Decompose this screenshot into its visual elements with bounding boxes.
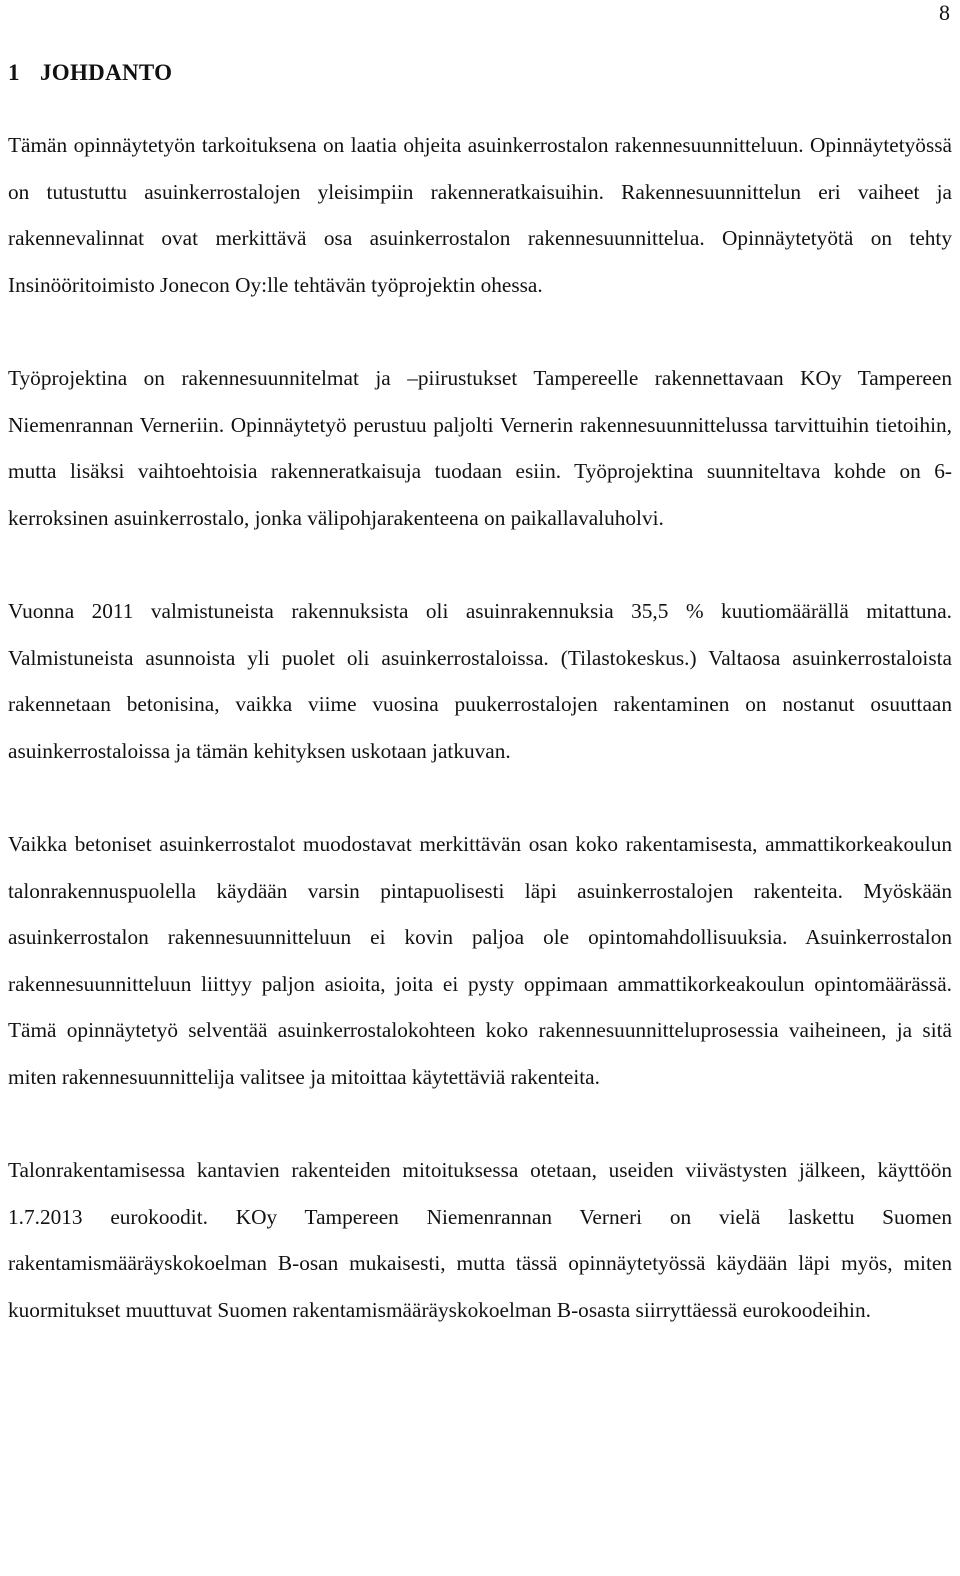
- paragraph-3: Vuonna 2011 valmistuneista rakennuksista oli asuinrakennuksia 35,5 % kuutiomäärällä mitattuna. Valmistuneista asunnoista yli puolet oli asuinkerrostaloissa. (Tilastokeskus.) Valtaosa asuinkerrostaloista rakennetaan betonisina, vaikka viime vuosina puukerrostalojen rakentaminen on nostanut osuuttaan asuinkerrostaloissa ja tämän kehityksen uskotaan jatkuvan.: [8, 599, 952, 763]
- paragraph-4: Vaikka betoniset asuinkerrostalot muodostavat merkittävän osan koko rakentamisesta, ammattikorkeakoulun talonrakennuspuolella käydään varsin pintapuolisesti läpi asuinkerrostalojen rakenteita. Myöskään asuinkerrostalon rakennesuunnitteluun ei kovin paljoa ole opintomahdollisuuksia. Asuinkerrostalon rakennesuunnitteluun liittyy paljon asioita, joita ei pysty oppimaan ammattikorkeakoulun opintomäärässä. Tämä opinnäytetyö selventää asuinkerrostalokohteen koko rakennesuunnitteluprosessia vaiheineen, ja sitä miten rakennesuunnittelija valitsee ja mitoittaa käytettäviä rakenteita.: [8, 832, 952, 1089]
- chapter-number: 1: [8, 60, 20, 85]
- chapter-title: JOHDANTO: [40, 60, 173, 85]
- chapter-heading: [8, 58, 172, 88]
- paragraph-5: Talonrakentamisessa kantavien rakenteiden mitoituksessa otetaan, useiden viivästysten jälkeen, käyttöön 1.7.2013 eurokoodit. KOy Tampereen Niemenrannan Verneri on vielä laskettu Suomen rakentamismääräyskokoelman B-osan mukaisesti, mutta tässä opinnäytetyössä käydään läpi myös, miten kuormitukset muuttuvat Suomen rakentamismääräyskokoelman B-osasta siirryttäessä eurokoodeihin.: [8, 1158, 952, 1322]
- body-text: [8, 122, 952, 1380]
- page-number: 8: [939, 0, 950, 25]
- paragraph-1: Tämän opinnäytetyön tarkoituksena on laatia ohjeita asuinkerrostalon rakennesuunnitteluun. Opinnäytetyössä on tutustuttu asuinkerrostalojen yleisimpiin rakenneratkaisuihin. Rakennesuunnittelun eri vaiheet ja rakennevalinnat ovat merkittävä osa asuinkerrostalon rakennesuunnittelua. Opinnäytetyötä on tehty Insinööritoimisto Jonecon Oy:lle tehtävän työprojektin ohessa.: [8, 133, 952, 297]
- paragraph-2: Työprojektina on rakennesuunnitelmat ja –piirustukset Tampereelle rakennettavaan KOy Tampereen Niemenrannan Verneriin. Opinnäytetyö perustuu paljolti Vernerin rakennesuunnittelussa tarvittuihin tietoihin, mutta lisäksi vaihtoehtoisia rakenneratkaisuja tuodaan esiin. Työprojektina suunniteltava kohde on 6-kerroksinen asuinkerrostalo, jonka välipohjarakenteena on paikallavaluholvi.: [8, 366, 952, 530]
